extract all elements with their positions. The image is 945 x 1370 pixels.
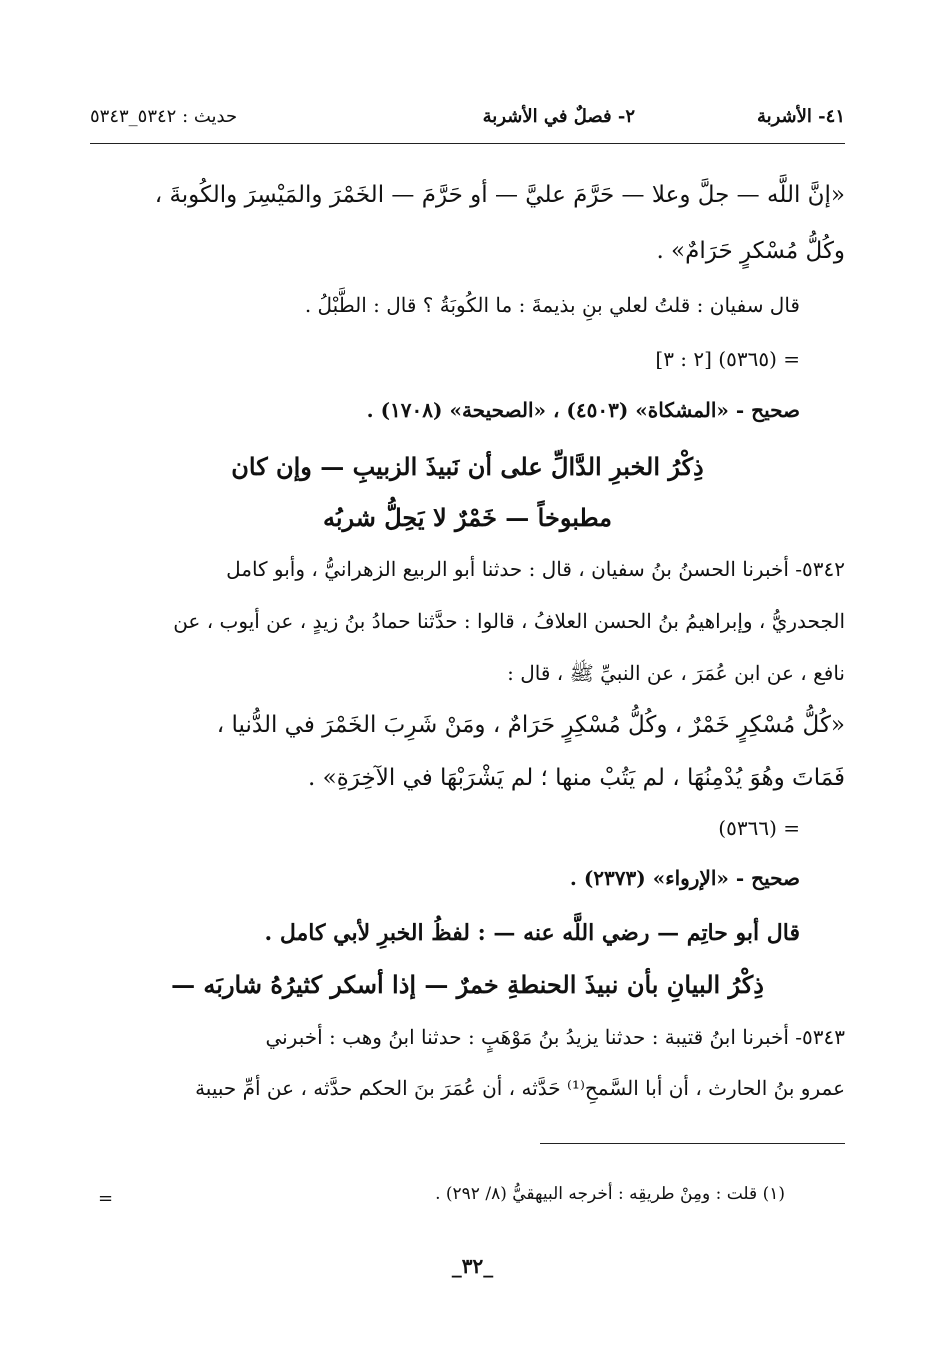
footnote: (١) قلت : ومِنْ طريقِه : أخرجه البيهقيُّ (٨/ ٢٩٢) .: [435, 1184, 785, 1204]
text-line: وكُلُّ مُسْكرٍ حَرَامٌ» .: [656, 238, 845, 264]
text-line: = (٥٣٦٥) [٢ : ٣]: [655, 347, 800, 371]
running-header: [90, 106, 845, 142]
text-line: فَمَاتَ وهُوَ يُدْمِنُهَا ، لم يَتُبْ منها ؛ لم يَشْرَبْهَا في الآخِرَةِ» .: [308, 765, 845, 791]
text-line: قال أبو حاتِم — رضي اللَّه عنه — : لفظُ الخبرِ لأبي كامل .: [264, 920, 800, 946]
section-title: ٢- فصلٌ في الأشربة: [482, 106, 635, 127]
text-line: «إنَّ اللَّه — جلَّ وعلا — حَرَّمَ عليَّ — أو حَرَّمَ — الخَمْرَ والمَيْسِرَ والكُوبةَ ،: [154, 182, 845, 208]
text-line: عمرو بنُ الحارث ، أن أبا السَّمحِ⁽¹⁾ حَدَّثه ، أن عُمَرَ بنَ الحكم حدَّثه ، عن أمِّ حبيبة: [195, 1076, 845, 1100]
text-line: قال سفيان : قلتُ لعلي بنِ بذيمةَ : ما الكُوبَةُ ؟ قال : الطَّبْلُ .: [304, 293, 800, 317]
header-divider: [90, 143, 845, 144]
page-number: _٣٢_: [451, 1254, 494, 1278]
text-line: = (٥٣٦٦): [718, 816, 800, 840]
hadith-range: حديث : ٥٣٤٢_٥٣٤٣: [90, 106, 238, 127]
chapter-heading: مطبوخاً — خَمْرٌ لا يَحِلُّ شربُه: [323, 503, 612, 532]
grading-line: صحيح - «المشكاة» (٤٥٠٣) ، «الصحيحة» (١٧٠٨) .: [366, 398, 800, 422]
text-line: الجحدريُّ ، وإبراهيمُ بنُ الحسن العلافُ ، قالوا : حدَّثنا حمادُ بنُ زيدٍ ، عن أيوب ، عن: [173, 609, 845, 633]
chapter-heading: ذِكْرُ الخبرِ الدَّالِّ على أن نَبيذَ الزبيبِ — وإن كان: [231, 452, 704, 481]
chapter-title: ٤١- الأشربة: [756, 106, 845, 127]
text-line: ٥٣٤٢- أخبرنا الحسنُ بنُ سفيان ، قال : حدثنا أبو الربيع الزهرانيُّ ، وأبو كامل: [226, 557, 845, 581]
footnote-divider: [540, 1143, 845, 1144]
text-line: نافع ، عن ابن عُمَرَ ، عن النبيِّ ﷺ ، قال :: [507, 661, 845, 685]
text-line: «كُلُّ مُسْكِرٍ خَمْرٌ ، وكُلُّ مُسْكِرٍ حَرَامٌ ، ومَنْ شَرِبَ الخَمْرَ في الدُّنيا ،: [216, 712, 845, 738]
footnote-continuation-mark: =: [98, 1188, 114, 1209]
chapter-heading: ذِكْرُ البيانِ بأن نبيذَ الحنطةِ خمرٌ — إذا أسكر كثيرُهُ شاربَه —: [171, 970, 764, 999]
text-line: ٥٣٤٣- أخبرنا ابنُ قتيبة : حدثنا يزيدُ بنُ مَوْهَبٍ : حدثنا ابنُ وهب : أخبرني: [265, 1025, 845, 1049]
grading-line: صحيح - «الإرواء» (٢٣٧٣) .: [569, 866, 800, 890]
